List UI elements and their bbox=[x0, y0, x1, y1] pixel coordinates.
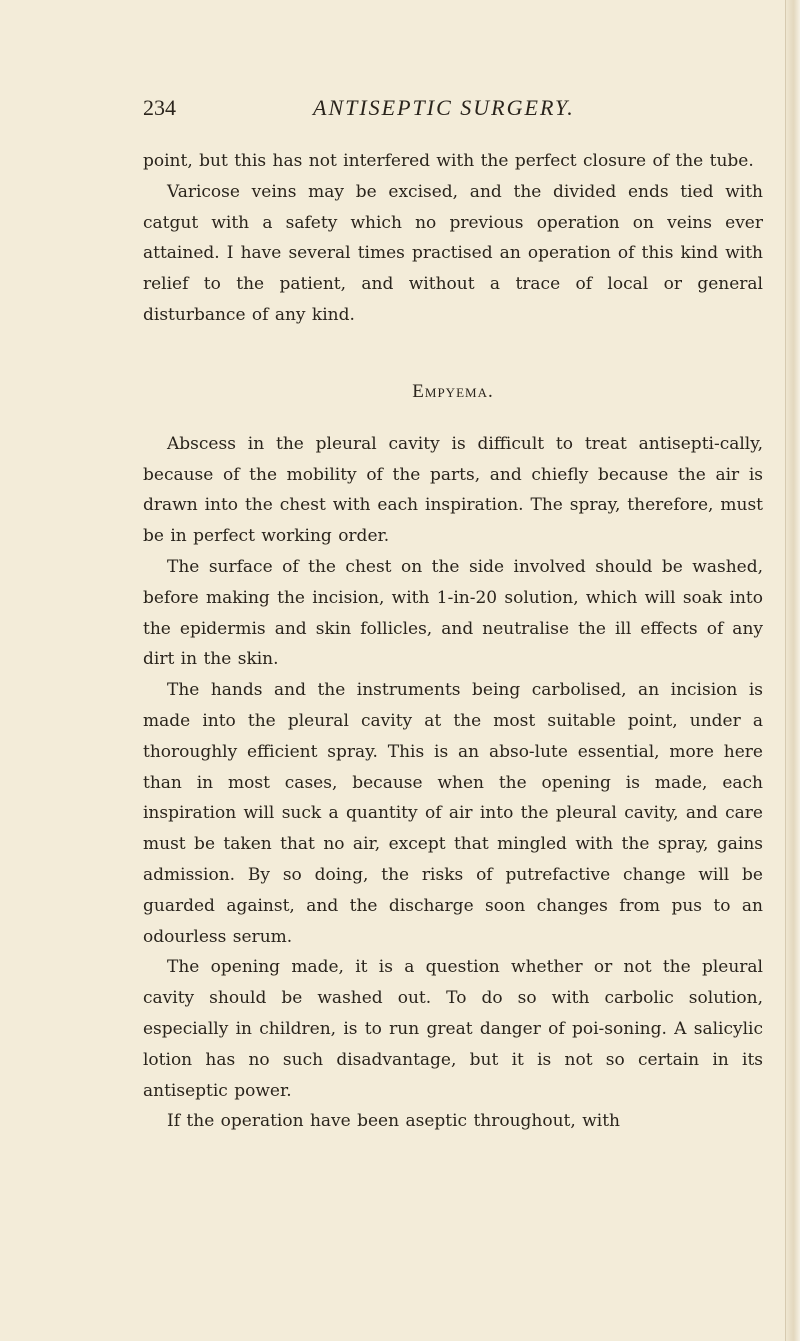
page-number: 234 bbox=[143, 95, 176, 120]
section-heading-empyema: Empyema. bbox=[412, 380, 494, 402]
paragraph: If the operation have been aseptic throughout, with bbox=[167, 1111, 620, 1132]
paragraph: The hands and the instruments being carbolised, an incision is made into the pleural cavity at the most suitable point, under a thoroughly efficient spray. This is an abso-lute essential, more here than in most cases, because when the opening is made, each inspiration will suck a quantity of air into the pleural cavity, and care must be taken that no air, except that mingled with the spray, gains admission. By so doing, the risks of putrefactive change will be guarded against, and the discharge soon changes from pus to an odourless serum. bbox=[143, 680, 763, 947]
paragraph: The opening made, it is a question whether or not the pleural cavity should be washed out. To do so with carbolic solution, especially in children, is to run great danger of poi-soning. A salicylic lotion has no such disadvantage, but it is not so certain in its antiseptic power. bbox=[143, 957, 763, 1101]
page-edge bbox=[785, 0, 800, 1341]
page-body bbox=[143, 146, 763, 1137]
paragraph: Abscess in the pleural cavity is difficult to treat antisepti-cally, because of the mobility of the parts, and chiefly because the air is drawn into the chest with each inspiration. The spray, therefore, must be in perfect working order. bbox=[143, 433, 763, 547]
page-header bbox=[143, 95, 763, 125]
paragraph-continued: point, but this has not interfered with the perfect closure of the tube. bbox=[143, 151, 754, 171]
paragraph: Varicose veins may be excised, and the divided ends tied with catgut with a safety which no previous operation on veins ever attained. I have several times practised an operation of this kind with relief to the patient, and without a trace of local or general disturbance of any kind. bbox=[143, 181, 763, 325]
running-title: ANTISEPTIC SURGERY. bbox=[313, 95, 575, 120]
paragraph: The surface of the chest on the side involved should be washed, before making the incision, with 1-in-20 solution, which will soak into the epidermis and skin follicles, and neutralise the ill effects of any dirt in the skin. bbox=[143, 556, 763, 670]
